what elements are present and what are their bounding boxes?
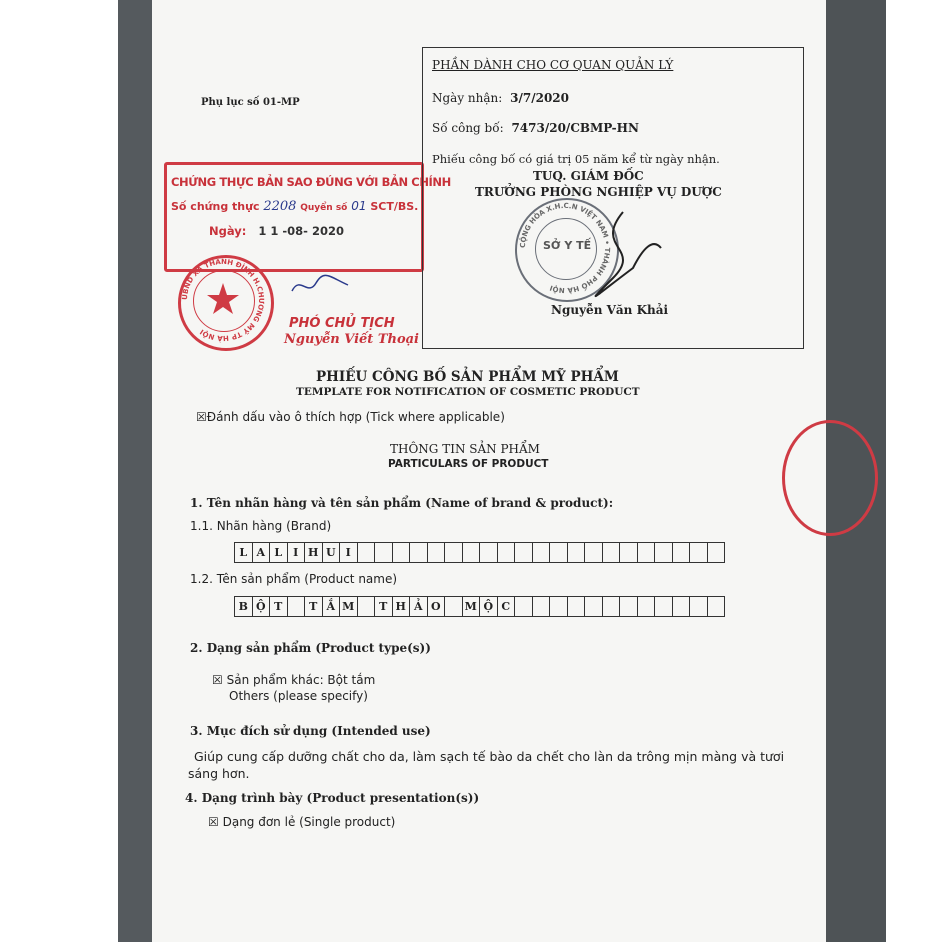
commune-seal-ring: [178, 255, 268, 345]
brand-letter-cell: [480, 543, 498, 562]
sign-title-1: TUQ. GIÁM ĐỐC: [533, 169, 644, 183]
product-letter-cell: O: [428, 597, 446, 616]
product-name-label: 1.2. Tên sản phẩm (Product name): [190, 572, 398, 586]
signer-name: Nguyễn Văn Khải: [551, 303, 669, 317]
brand-letter-cell: [638, 543, 656, 562]
admin-title: PHẦN DÀNH CHO CƠ QUAN QUẢN LÝ: [432, 58, 674, 72]
product-type-option-en: Others (please specify): [229, 689, 368, 703]
brand-letter-cell: [603, 543, 621, 562]
product-letter-cell: Ả: [410, 597, 428, 616]
notification-number-value: 7473/20/CBMP-HN: [511, 121, 639, 135]
certification-book-label: Quyển số: [300, 203, 348, 213]
brand-letter-cell: H: [305, 543, 323, 562]
brand-letter-cell: I: [288, 543, 306, 562]
validity-note: Phiếu công bố có giá trị 05 năm kể từ ngày nhận.: [432, 152, 720, 166]
form-title-vi: PHIẾU CÔNG BỐ SẢN PHẨM MỸ PHẨM: [316, 369, 619, 385]
product-letter-cell: [358, 597, 376, 616]
certification-suffix: SCT/BS.: [370, 200, 419, 213]
tick-note-text: Đánh dấu vào ô thích hợp (Tick where applicable): [206, 410, 505, 424]
brand-letter-cell: [358, 543, 376, 562]
product-letter-cell: Ắ: [323, 597, 341, 616]
form-title-en: TEMPLATE FOR NOTIFICATION OF COSMETIC PRODUCT: [296, 386, 640, 398]
intended-use-line-1: Giúp cung cấp dưỡng chất cho da, làm sạch tế bào da chết cho làn da trông mịn màng và tươi: [194, 749, 785, 764]
product-letter-cell: Ộ: [480, 597, 498, 616]
background-right: [886, 0, 942, 942]
brand-letter-cell: [498, 543, 516, 562]
product-letter-cell: [620, 597, 638, 616]
partial-seal-right: [782, 420, 878, 536]
certification-date-label: Ngày:: [209, 224, 247, 238]
product-letter-cell: M: [463, 597, 481, 616]
brand-letter-cell: I: [340, 543, 358, 562]
product-letter-grid: [234, 596, 725, 617]
certification-book: 01: [351, 199, 367, 213]
certification-title: CHỨNG THỰC BẢN SAO ĐÚNG VỚI BẢN CHÍNH: [171, 175, 451, 189]
section-3-heading: 3. Mục đích sử dụng (Intended use): [190, 724, 431, 738]
appendix-label: Phụ lục số 01-MP: [201, 97, 300, 108]
brand-letter-cell: [655, 543, 673, 562]
product-letter-cell: C: [498, 597, 516, 616]
product-letter-cell: [515, 597, 533, 616]
product-letter-cell: T: [305, 597, 323, 616]
brand-letter-cell: [445, 543, 463, 562]
section-4-heading: 4. Dạng trình bày (Product presentation(s)): [185, 791, 480, 805]
brand-letter-cell: [463, 543, 481, 562]
signature-vice-chairman: [290, 273, 340, 295]
brand-letter-cell: [708, 543, 725, 562]
product-letter-cell: [445, 597, 463, 616]
checked-box-icon: ☒: [212, 673, 223, 687]
product-letter-cell: [550, 597, 568, 616]
presentation-option-text: Dạng đơn lẻ (Single product): [222, 815, 396, 829]
product-letter-cell: [585, 597, 603, 616]
product-letter-cell: B: [235, 597, 253, 616]
brand-letter-grid: [234, 542, 725, 563]
commune-seal: [178, 255, 274, 351]
svg-text:UBND XÃ THANH ĐÌNH H.CHƯƠNG MỸ: UBND XÃ THANH ĐÌNH H.CHƯƠNG MỸ TP HÀ NỘI: [180, 257, 266, 343]
section-1-heading: 1. Tên nhãn hàng và tên sản phẩm (Name of brand & product):: [190, 496, 614, 510]
product-letter-cell: [533, 597, 551, 616]
product-letter-cell: T: [270, 597, 288, 616]
brand-label: 1.1. Nhãn hàng (Brand): [190, 519, 332, 533]
vice-chairman-name: Nguyễn Viết Thoại: [284, 332, 419, 347]
certification-number-label: Số chứng thực: [171, 200, 260, 213]
brand-letter-cell: [568, 543, 586, 562]
section-2-heading: 2. Dạng sản phẩm (Product type(s)): [190, 641, 431, 655]
brand-letter-cell: U: [323, 543, 341, 562]
svg-text:CỘNG HÒA X.H.C.N VIỆT NAM • TH: CỘNG HÒA X.H.C.N VIỆT NAM • THÀNH PHỐ HÀ NỘI: [518, 201, 612, 295]
product-letter-cell: [638, 597, 656, 616]
background-left: [0, 0, 118, 942]
product-letter-cell: [673, 597, 691, 616]
brand-letter-cell: [533, 543, 551, 562]
received-date-label: Ngày nhận:: [432, 91, 503, 105]
sign-title-2: TRƯỞNG PHÒNG NGHIỆP VỤ DƯỢC: [475, 185, 722, 199]
certification-number: 2208: [263, 199, 297, 214]
product-type-option-vi: Sản phẩm khác: Bột tắm: [226, 673, 376, 687]
checked-box-icon: ☒: [196, 410, 207, 424]
product-letter-cell: T: [375, 597, 393, 616]
product-letter-cell: M: [340, 597, 358, 616]
dark-background-strip-left: [118, 0, 154, 942]
intended-use-line-2: sáng hơn.: [188, 766, 250, 781]
notification-number-line: [432, 121, 639, 135]
health-seal-center-text: SỞ Y TẾ: [543, 239, 592, 252]
product-letter-cell: [655, 597, 673, 616]
certification-date-line: [209, 224, 344, 238]
notification-number-label: Số công bố:: [432, 121, 504, 135]
brand-letter-cell: [620, 543, 638, 562]
product-type-option: [212, 673, 375, 687]
product-letter-cell: H: [393, 597, 411, 616]
certification-number-line: [171, 199, 418, 214]
brand-letter-cell: [410, 543, 428, 562]
product-letter-cell: Ộ: [253, 597, 271, 616]
signature-director: [573, 208, 663, 302]
product-letter-cell: [288, 597, 306, 616]
checked-box-icon: ☒: [208, 815, 219, 829]
brand-letter-cell: L: [270, 543, 288, 562]
presentation-option: [208, 815, 395, 829]
brand-letter-cell: [393, 543, 411, 562]
brand-letter-cell: [515, 543, 533, 562]
brand-letter-cell: [428, 543, 446, 562]
brand-letter-cell: [585, 543, 603, 562]
product-letter-cell: [568, 597, 586, 616]
brand-letter-cell: [690, 543, 708, 562]
product-letter-cell: [603, 597, 621, 616]
brand-letter-cell: L: [235, 543, 253, 562]
section-title-vi: THÔNG TIN SẢN PHẨM: [390, 442, 540, 456]
brand-letter-cell: A: [253, 543, 271, 562]
brand-letter-cell: [550, 543, 568, 562]
admin-section-box: [422, 47, 804, 349]
product-letter-cell: [708, 597, 725, 616]
certification-date: 1 1 -08- 2020: [258, 224, 344, 238]
received-date-line: [432, 91, 569, 105]
tick-note: [196, 410, 505, 424]
brand-letter-cell: [375, 543, 393, 562]
section-title-en: PARTICULARS OF PRODUCT: [388, 458, 549, 470]
product-letter-cell: [690, 597, 708, 616]
brand-letter-cell: [673, 543, 691, 562]
received-date-value: 3/7/2020: [510, 91, 570, 105]
vice-chairman-title: PHÓ CHỦ TỊCH: [289, 316, 395, 331]
